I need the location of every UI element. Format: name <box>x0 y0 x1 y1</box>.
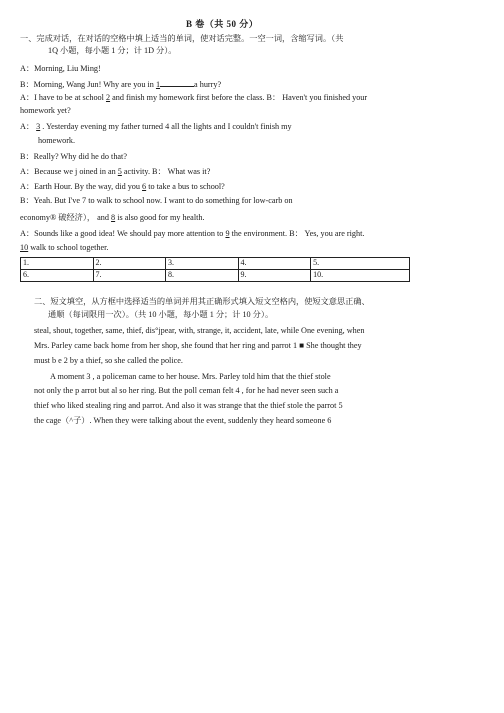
answer-cell[interactable]: 4. <box>238 258 311 270</box>
table-row <box>21 270 410 282</box>
blank-marker: 3 <box>36 122 41 131</box>
dialogue-line: A：Because we j oined in an 5 activity. B： What was it? <box>20 167 211 176</box>
answer-cell[interactable]: 5. <box>311 258 410 270</box>
dialogue-line: 10 walk to school together. <box>20 243 109 252</box>
passage-line: A moment 3 , a policeman came to her house. Mrs. Parley told him that the thief stole <box>50 372 331 381</box>
dialogue-line: B：Morning, Wang Jun! Why are you in 1 a hurry? <box>20 80 222 89</box>
dialogue-line: homework. <box>38 136 76 145</box>
dialogue-line: A：I have to be at school 2 and finish my homework first before the class. B： Haven't you finished your <box>20 93 368 102</box>
dialogue-line: B：Really? Why did he do that? <box>20 152 127 161</box>
blank-marker: 5 <box>117 167 122 176</box>
answer-cell[interactable]: 1. <box>21 258 94 270</box>
answer-cell[interactable]: 6. <box>21 270 94 282</box>
answer-cell[interactable]: 8. <box>166 270 239 282</box>
dialogue-line: economy® 破经济）， and 8 is also good for my health. <box>20 213 205 222</box>
page-title: B 卷（共 50 分） <box>186 19 259 29</box>
blank-marker: 10 <box>20 243 29 252</box>
dialogue-line: A：Morning, Liu Ming! <box>20 64 101 73</box>
dialogue-line: A： 3 . Yesterday evening my father turned 4 all the lights and I couldn't finish my <box>20 122 292 131</box>
blank-marker: 9 <box>225 229 230 238</box>
blank-marker: 1 <box>155 80 161 89</box>
passage-line: not only the p arrot but al so her ring. But the poll ceman felt 4 , for he had never seen such a <box>34 386 339 395</box>
answer-cell[interactable]: 9. <box>238 270 311 282</box>
answer-cell[interactable]: 7. <box>93 270 166 282</box>
blank-marker: 2 <box>105 93 111 102</box>
dialogue-line: B：Yeah. But I've 7 to walk to school now. I want to do something for low-carb on <box>20 196 293 205</box>
answer-cell[interactable]: 10. <box>311 270 410 282</box>
passage-line: Mrs. Parley came back home from her shop, she found that her ring and parrot 1 ■ She thought they <box>34 341 362 350</box>
passage-line: must b e 2 by a thief, so she called the police. <box>34 356 183 365</box>
table-row <box>21 258 410 270</box>
section2-heading-cont: 通顺（每词限用一次）。（共 10 小题，每小题 1 分；计 10 分）。 <box>48 310 274 319</box>
dialogue-line: A：Sounds like a good idea! We should pay more attention to 9 the environment. B： Yes, you are right. <box>20 229 365 238</box>
dialogue-line: A：Earth Hour. By the way, did you 6 to take a bus to school? <box>20 182 225 191</box>
blank-marker: 6 <box>142 182 147 191</box>
passage-line: the cage（^子）. When they were talking about the event, suddenly they heard someone 6 <box>34 416 332 425</box>
answer-table <box>20 257 410 282</box>
word-box-line: steal, shout, together, same, thief, dis°jpear, with, strange, it, accident, late, while One evening, when <box>34 326 365 335</box>
passage-line: thief who liked stealing ring and parrot. And also it was strange that the thief stole the parrot 5 <box>34 401 343 410</box>
dialogue-line: homework yet? <box>20 106 71 115</box>
blank-marker: 8 <box>111 213 116 222</box>
answer-cell[interactable]: 2. <box>93 258 166 270</box>
section1-heading: 一、完成对话，在对话的空格中填上适当的单词，使对话完整。一空一词，含缩写词。（共 <box>20 34 344 43</box>
answer-cell[interactable]: 3. <box>166 258 239 270</box>
section2-heading: 二、短文填空，从方框中选择适当的单词并用其正确形式填入短文空格内，使短文意思正确、 <box>34 297 370 306</box>
section1-heading-cont: 1Q 小题，每小题 1 分；计 1D 分）。 <box>48 46 177 55</box>
